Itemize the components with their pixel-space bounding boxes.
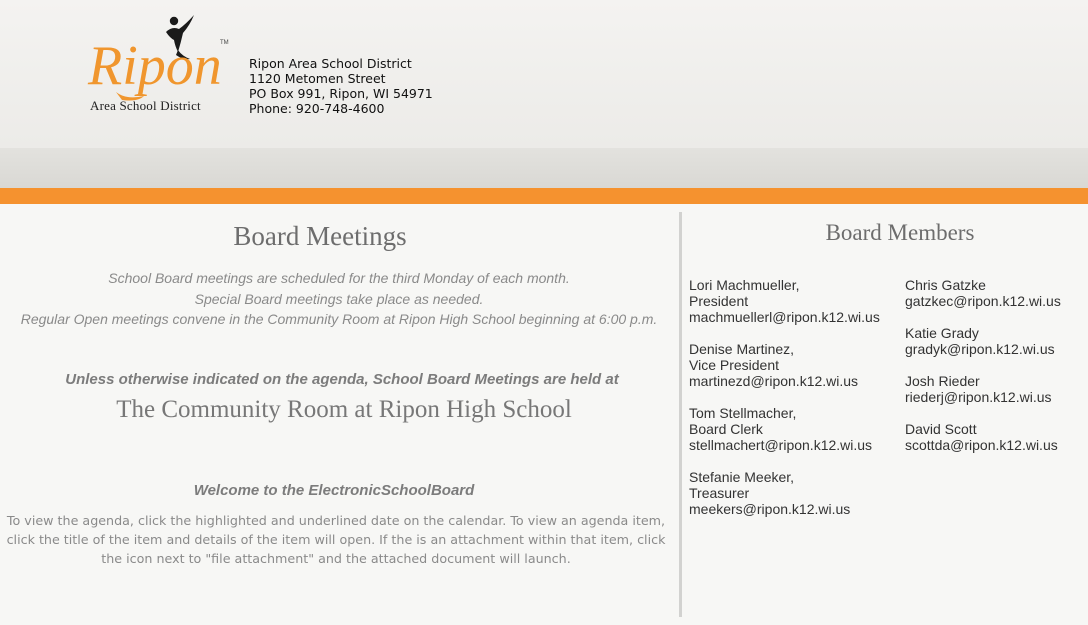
member-name: Tom Stellmacher, (689, 405, 797, 421)
member-role: Treasurer (689, 485, 750, 501)
member-email[interactable]: riederj@ripon.k12.wi.us (905, 389, 1052, 405)
member-name: Lori Machmueller, (689, 277, 800, 293)
trademark-mark: TM (220, 40, 229, 46)
member-entry (689, 341, 880, 389)
member-email[interactable]: gatzkec@ripon.k12.wi.us (905, 293, 1061, 309)
member-role: Vice President (689, 357, 780, 373)
schedule-line: School Board meetings are scheduled for the third Monday of each month. (108, 270, 570, 286)
district-address (249, 56, 433, 116)
member-email[interactable]: martinezd@ripon.k12.wi.us (689, 373, 859, 389)
members-column-other (905, 277, 1061, 469)
member-entry (689, 405, 880, 453)
po-box: PO Box 991, Ripon, WI 54971 (249, 86, 433, 101)
member-entry (905, 421, 1061, 453)
member-name: Stefanie Meeker, (689, 469, 795, 485)
member-email[interactable]: stellmachert@ripon.k12.wi.us (689, 437, 873, 453)
board-members-title: Board Members (825, 220, 975, 245)
meeting-location: The Community Room at Ripon High School (116, 396, 572, 423)
member-name: Denise Martinez, (689, 341, 795, 357)
district-name: Ripon Area School District (249, 56, 412, 71)
logo-subtitle: Area School District (90, 98, 201, 113)
schedule-line: Regular Open meetings convene in the Community Room at Ripon High School beginning at 6:00 p.m. (20, 311, 658, 327)
welcome-heading: Welcome to the ElectronicSchoolBoard (193, 482, 475, 499)
member-email[interactable]: machmuellerl@ripon.k12.wi.us (689, 309, 880, 325)
members-column-officers (689, 277, 880, 533)
member-name: Josh Rieder (905, 373, 980, 389)
member-entry (905, 325, 1061, 357)
member-entry (689, 277, 880, 325)
column-divider (679, 212, 682, 617)
agenda-instructions: To view the agenda, click the highlighted and underlined date on the calendar. To view an agenda item, click the title of the item and details of the item will open. If the is an attachment within that item, click the icon next to "file attachment" and the attached document will launch. (6, 513, 666, 566)
meeting-schedule (0, 268, 678, 330)
member-role: Board Clerk (689, 421, 763, 437)
member-name: Chris Gatzke (905, 277, 986, 293)
logo-wordmark: Ripon (88, 35, 222, 97)
member-email[interactable]: gradyk@ripon.k12.wi.us (905, 341, 1055, 357)
member-entry (689, 469, 880, 517)
member-entry (905, 277, 1061, 309)
phone-number: Phone: 920-748-4600 (249, 101, 385, 116)
location-intro: Unless otherwise indicated on the agenda, School Board Meetings are held at (65, 371, 619, 388)
member-email[interactable]: scottda@ripon.k12.wi.us (905, 437, 1058, 453)
accent-bar (0, 188, 1088, 204)
member-name: Katie Grady (905, 325, 979, 341)
header-band (0, 148, 1088, 188)
member-email[interactable]: meekers@ripon.k12.wi.us (689, 501, 851, 517)
board-meetings-title: Board Meetings (233, 221, 407, 251)
schedule-line: Special Board meetings take place as needed. (194, 290, 484, 307)
member-entry (905, 373, 1061, 405)
street-address: 1120 Metomen Street (249, 71, 386, 86)
member-name: David Scott (905, 421, 977, 437)
member-role: President (689, 293, 749, 309)
